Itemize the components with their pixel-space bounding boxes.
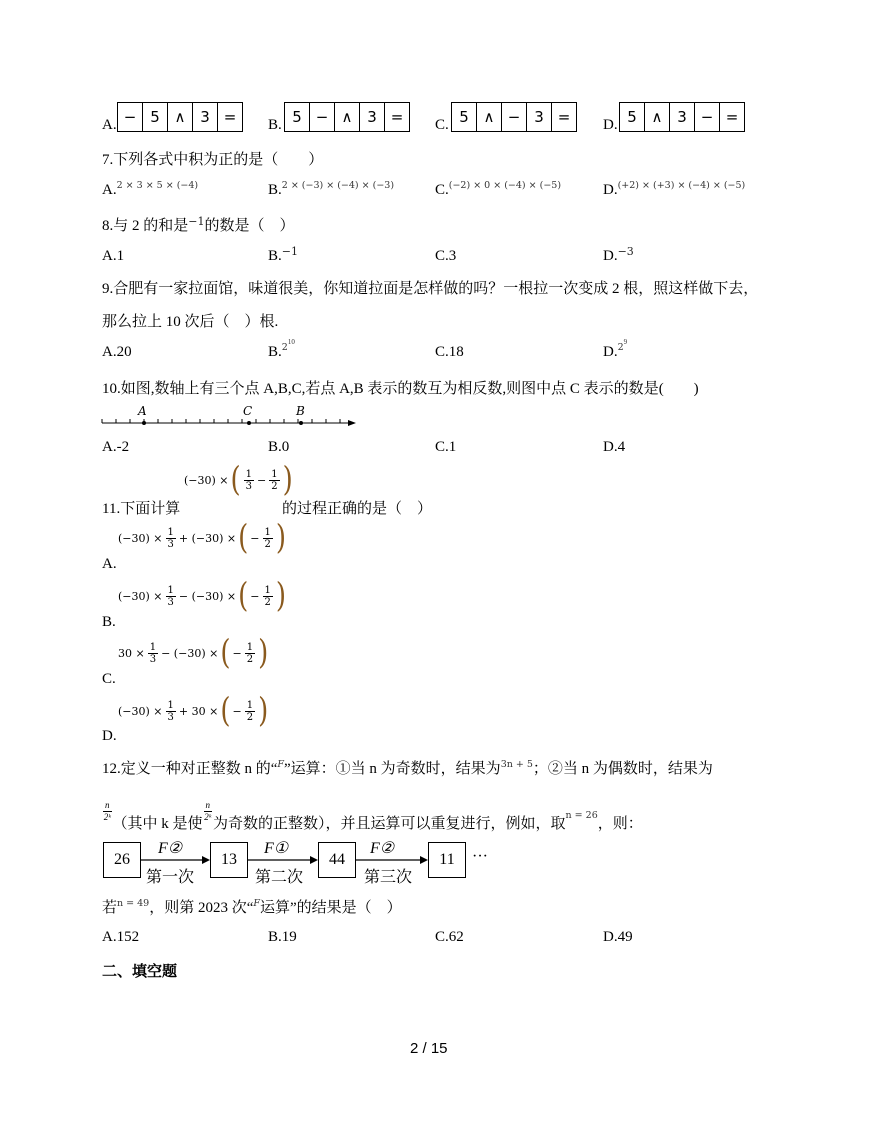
math-expression: 2 × 3 × 5 × (−4) xyxy=(116,180,199,191)
q12-option-d: D.49 xyxy=(603,929,633,945)
q12-option-c: C.62 xyxy=(435,929,464,945)
q11-stem-prefix: 11.下面计算 xyxy=(102,501,181,517)
key: 3 xyxy=(670,103,695,131)
math-term: (−30) × xyxy=(184,473,229,487)
q7-option-d xyxy=(603,182,745,199)
denominator: 3 xyxy=(245,480,253,492)
fraction xyxy=(269,469,279,492)
math-expression: 2 × (−3) × (−4) × (−3) xyxy=(281,180,395,191)
denominator: 2 xyxy=(264,596,271,608)
q11-option-a-label: A. xyxy=(102,556,117,572)
q11-option-c-label: C. xyxy=(102,671,116,687)
stem-text: 12.定义一种对正整数 n 的“ xyxy=(102,761,278,777)
page-number: 2 / 15 xyxy=(410,1040,448,1057)
math-f-symbol: F xyxy=(253,898,260,909)
q6-option-c-keys xyxy=(451,102,577,132)
q9-option-b xyxy=(268,338,295,361)
stem-text: 的数是（ ） xyxy=(204,218,295,234)
denominator: 3 xyxy=(167,711,174,723)
q8-option-b xyxy=(268,245,298,265)
stem-text: ；②当 n 为偶数时，结果为 xyxy=(532,761,713,777)
right-paren: ) xyxy=(275,518,287,558)
key: = xyxy=(557,108,571,126)
flow-op-3: F② xyxy=(370,840,395,857)
stem-text: 为奇数的正整数），并且运算可以重复进行，例如，取 xyxy=(213,816,566,832)
numerator: n xyxy=(205,800,211,810)
denominator: 3 xyxy=(149,653,157,665)
q9-option-c: C.18 xyxy=(435,344,464,360)
point-b-label: B xyxy=(296,404,305,418)
point-b-dot xyxy=(299,421,303,425)
math-exponent: 9 xyxy=(623,338,628,346)
denominator: 2 xyxy=(271,480,278,492)
math-base: 2 xyxy=(281,342,288,353)
math-term: + 30 × xyxy=(178,704,219,718)
key: ∧ xyxy=(168,103,193,131)
point-c-label: C xyxy=(243,404,253,418)
q7-stem: 7.下列各式中积为正的是（ ） xyxy=(102,152,324,168)
math-expression: (−2) × 0 × (−4) × (−5) xyxy=(448,180,562,191)
q8-stem xyxy=(102,214,295,235)
key: 3 xyxy=(360,103,385,131)
fraction xyxy=(166,527,176,550)
q11-option-d-label: D. xyxy=(102,728,117,744)
q11-option-a-expression xyxy=(118,518,287,558)
math-expression: 3n + 5 xyxy=(500,759,533,770)
key: 3 xyxy=(527,103,552,131)
key: 5 xyxy=(285,103,310,131)
q10-option-a: A.-2 xyxy=(102,439,130,455)
right-paren: ) xyxy=(282,460,293,500)
q12-stem-line2 xyxy=(102,790,643,833)
numerator: 1 xyxy=(264,584,271,596)
number-line-ticks xyxy=(102,419,340,423)
left-paren: ( xyxy=(238,518,249,558)
q10-option-c: C.1 xyxy=(435,439,457,455)
left-paren: ( xyxy=(220,691,231,731)
stem-text: ”运算：①当 n 为奇数时，结果为 xyxy=(284,761,501,777)
stem-text: 8.与 2 的和是 xyxy=(102,218,189,234)
denominator: 2 xyxy=(246,653,254,665)
q6-option-a-label: A. xyxy=(102,117,117,133)
key: ∧ xyxy=(645,103,670,131)
q10-option-b: B.0 xyxy=(268,439,290,455)
key: − xyxy=(695,103,720,131)
q8-option-c: C.3 xyxy=(435,248,457,264)
right-paren: ) xyxy=(258,691,269,731)
numerator: 1 xyxy=(149,641,157,653)
point-c-dot xyxy=(247,421,251,425)
q7-option-c xyxy=(435,182,561,199)
q11-option-c-expression xyxy=(118,633,269,673)
left-paren: ( xyxy=(238,576,249,616)
q11-option-d-expression xyxy=(118,691,269,731)
flow-box-3: 44 xyxy=(318,842,356,878)
q6-option-d-keys xyxy=(619,102,745,132)
q12-stem-line3 xyxy=(102,896,402,917)
key: ∧ xyxy=(477,103,502,131)
denominator: 3 xyxy=(167,538,174,550)
math-expression: −3 xyxy=(617,245,634,258)
denominator: 3 xyxy=(167,596,174,608)
key: 5 xyxy=(452,103,477,131)
q8-option-a: A.1 xyxy=(102,248,125,264)
q6-option-d-label: D. xyxy=(603,117,618,133)
numerator: 1 xyxy=(167,699,174,711)
q6-option-b-keys xyxy=(284,102,410,132)
math-expression: n = 26 xyxy=(565,810,598,821)
fraction xyxy=(103,800,112,823)
math-term: (−30) × xyxy=(118,704,163,718)
q9-stem-line2: 那么拉上 10 次后（ ）根. xyxy=(102,314,279,330)
key: − xyxy=(118,103,143,131)
flow-op-1: F② xyxy=(158,840,183,857)
fraction xyxy=(245,642,255,665)
math-operator: − xyxy=(257,473,267,487)
math-expression: −1 xyxy=(281,245,298,258)
stem-text: （其中 k 是使 xyxy=(112,816,203,832)
math-expression: (+2) × (+3) × (−4) × (−5) xyxy=(617,180,746,191)
flow-box-1: 26 xyxy=(103,842,141,878)
option-label: D. xyxy=(603,344,618,360)
option-label: C. xyxy=(435,182,449,198)
math-exponent: 10 xyxy=(287,338,295,346)
number-line-arrow xyxy=(348,420,356,426)
math-term: (−30) × xyxy=(118,531,163,545)
fraction xyxy=(148,642,158,665)
section-title: 二、填空题 xyxy=(102,963,178,980)
math-operator: − xyxy=(232,646,242,660)
number-line-figure xyxy=(100,402,360,432)
math-term: − (−30) × xyxy=(178,589,237,603)
q9-option-a: A.20 xyxy=(102,344,132,360)
math-f-symbol: F xyxy=(277,759,285,770)
flow-op-2: F① xyxy=(264,840,289,857)
numerator: 1 xyxy=(271,468,278,480)
q12-option-b: B.19 xyxy=(268,929,297,945)
q7-option-b xyxy=(268,182,394,199)
right-paren: ) xyxy=(258,633,269,673)
math-expression: n = 49 xyxy=(117,898,150,909)
fraction xyxy=(263,585,273,608)
stem-text: ，则第 2023 次“ xyxy=(149,900,254,916)
option-label: D. xyxy=(603,182,618,198)
q9-option-d xyxy=(603,338,628,361)
key: 5 xyxy=(143,103,168,131)
flow-step-2: 第二次 xyxy=(255,869,304,886)
q11-option-b-expression xyxy=(118,576,287,616)
fraction xyxy=(204,800,213,823)
key: − xyxy=(310,103,335,131)
fraction xyxy=(166,585,176,608)
left-paren: ( xyxy=(220,633,231,673)
option-label: B. xyxy=(268,248,282,264)
denominator: 2 xyxy=(264,538,271,550)
option-label: D. xyxy=(603,248,618,264)
numerator: 1 xyxy=(167,526,174,538)
option-label: B. xyxy=(268,182,282,198)
q11-option-b-label: B. xyxy=(102,614,116,630)
stem-text: 运算”的结果是（ ） xyxy=(260,900,402,916)
q12-option-a: A.152 xyxy=(102,929,140,945)
math-operator: − xyxy=(232,704,242,718)
math-operator: − xyxy=(250,589,260,603)
math-term: + (−30) × xyxy=(178,531,237,545)
flow-step-1: 第一次 xyxy=(146,869,195,886)
math-term: − (−30) × xyxy=(161,646,219,660)
math-term: 30 × xyxy=(118,646,145,660)
q6-option-b-label: B. xyxy=(268,117,282,133)
stem-text: ，则： xyxy=(597,816,643,832)
numerator: 1 xyxy=(264,526,271,538)
q11-stem-suffix: 的过程正确的是（ ） xyxy=(282,501,433,517)
q7-option-a xyxy=(102,182,198,199)
key: − xyxy=(502,103,527,131)
right-paren: ) xyxy=(275,576,287,616)
q10-stem: 10.如图,数轴上有三个点 A,B,C,若点 A,B 表示的数互为相反数,则图中点 C 表示的数是( ) xyxy=(102,381,699,397)
denominator: 2ᵏ xyxy=(204,812,212,822)
denominator: 2 xyxy=(246,711,254,723)
flow-ellipsis: ··· xyxy=(472,848,488,865)
math-term: (−30) × xyxy=(118,589,163,603)
key: = xyxy=(223,108,237,126)
q6-option-c-label: C. xyxy=(435,117,449,133)
numerator: 1 xyxy=(246,641,254,653)
key: = xyxy=(390,108,404,126)
q6-option-a-keys xyxy=(117,102,243,132)
fraction xyxy=(245,700,255,723)
key: ∧ xyxy=(335,103,360,131)
stem-text: 若 xyxy=(102,900,118,916)
numerator: 1 xyxy=(245,468,253,480)
q11-stem-expression xyxy=(184,460,293,500)
math-operator: − xyxy=(250,531,260,545)
key: 5 xyxy=(620,103,645,131)
math-base: 2 xyxy=(617,342,624,353)
fraction xyxy=(263,527,273,550)
q10-option-d: D.4 xyxy=(603,439,626,455)
numerator: 1 xyxy=(167,584,174,596)
fraction xyxy=(244,469,254,492)
flow-box-4: 11 xyxy=(428,842,466,878)
q12-stem-line1 xyxy=(102,757,713,778)
key: = xyxy=(725,108,739,126)
q8-option-d xyxy=(603,245,634,265)
q9-stem-line1: 9.合肥有一家拉面馆，味道很美，你知道拉面是怎样做的吗？一根拉一次变成 2 根，照这样做下去， xyxy=(102,281,759,297)
left-paren: ( xyxy=(230,460,241,500)
point-a-label: A xyxy=(138,404,147,418)
point-a-dot xyxy=(142,421,146,425)
option-label: B. xyxy=(268,344,282,360)
key: 3 xyxy=(193,103,218,131)
numerator: n xyxy=(105,800,110,810)
flow-step-3: 第三次 xyxy=(364,869,413,886)
numerator: 1 xyxy=(246,699,254,711)
flow-box-2: 13 xyxy=(210,842,248,878)
fraction xyxy=(166,700,176,723)
denominator: 2ᵏ xyxy=(103,812,111,822)
option-label: A. xyxy=(102,182,117,198)
math-expression: −1 xyxy=(188,215,205,228)
